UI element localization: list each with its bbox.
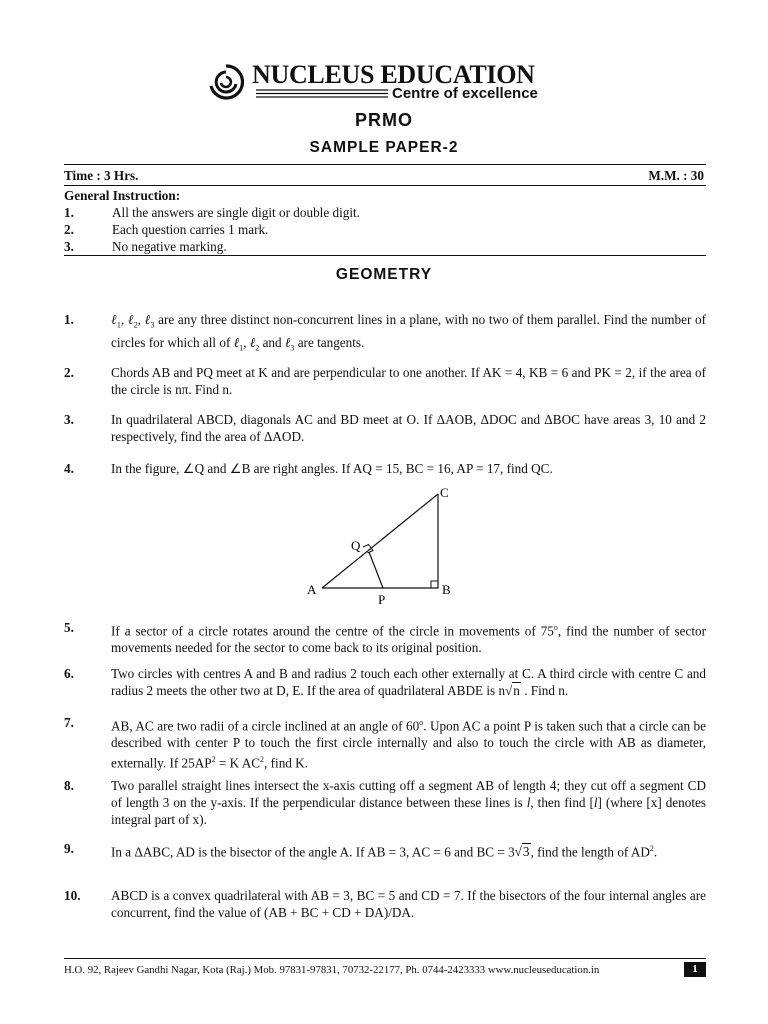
- instruction-item: 1. All the answers are single digit or double digit.: [64, 205, 360, 220]
- question-text: In a ΔABC, AD is the bisector of the angle A. If AB = 3, AC = 6 and BC = 3√3, find the length of $AD^2$.: [111, 844, 658, 860]
- paper-title: SAMPLE PAPER-2: [309, 139, 459, 156]
- triangle-figure: [300, 484, 470, 608]
- question-text: Two parallel straight lines intersect the x-axis cutting off a segment AB of length 4; they cut off a segment CD of length 3 on the y-axis. If the perpendicular distance between these lines is l, then find [l] (where [x] denotes integral part of x).: [111, 778, 706, 827]
- question-text: ABCD is a convex quadrilateral with AB = 3, BC = 5 and CD = 7. If the bisectors of the four internal angles are concurrent, find the value of (AB + BC + CD + DA)/DA.: [111, 888, 706, 920]
- right-angle-b: [431, 581, 438, 588]
- page-number: 1: [684, 962, 706, 977]
- instruction-item: 3. No negative marking.: [64, 239, 227, 254]
- question-text: ℓ$_1$, ℓ$_2$, ℓ$_3$ are any three distinct non-concurrent lines in a plane, with no two of them parallel. Find the number of circles for which all of ℓ$_1$, ℓ$_2$ and ℓ$_3$ are tangents.: [111, 312, 707, 353]
- time-label: Time : 3 Hrs.: [64, 168, 139, 183]
- exam-title: PRMO: [355, 110, 413, 130]
- question-text: Chords AB and PQ meet at K and are perpendicular to one another. If AK = 4, KB = 6 and PK = 2, if the area of the circle is nπ. Find n.: [111, 365, 706, 397]
- question-text: In the figure, ∠Q and ∠B are right angles. If AQ = 15, BC = 16, AP = 17, find QC.: [111, 461, 553, 476]
- max-marks-label: M.M. : 30: [648, 168, 704, 183]
- instruction-item: 2. Each question carries 1 mark.: [64, 222, 269, 237]
- instructions-title: General Instruction:: [64, 188, 181, 203]
- question-text: AB, AC are two radii of a circle inclined at an angle of 60$^o$. Upon AC a point P is taken such that a circle can be described with center P to touch the first circle internally and also to touch the circle with AB as diameter, externally. If $25AP^2 = K$ $AC^2$, find K.: [111, 718, 707, 771]
- label-c: C: [440, 485, 449, 500]
- swirl-logo-icon: [206, 62, 246, 102]
- question-text: In quadrilateral ABCD, diagonals AC and BD meet at O. If ΔAOB, ΔDOC and ΔBOC have areas 3, 10 and 2 respectively, find the area of ΔAOD.: [111, 412, 706, 444]
- divider: [64, 185, 706, 186]
- segment-pq: [369, 552, 383, 588]
- header-logo: [0, 60, 768, 104]
- question-text: Two circles with centres A and B and radius 2 touch each other externally at C. A third circle with centre C and radius 2 meets the other two at D, E. If the area of quadrilateral ABDE is n√n . Find n.: [111, 666, 706, 698]
- brand-underline: [256, 88, 388, 100]
- label-q: Q: [351, 538, 361, 553]
- label-b: B: [442, 582, 451, 597]
- general-instructions: [64, 187, 704, 255]
- right-angle-q: [363, 545, 373, 554]
- label-p: P: [378, 592, 386, 607]
- footer-address: H.O. 92, Rajeev Gandhi Nagar, Kota (Raj.) Mob. 97831-97831, 70732-22177, Ph. 0744-2423333 www.nucleuseducation.in: [64, 964, 600, 976]
- footer-divider: [64, 958, 706, 959]
- label-a: A: [307, 582, 317, 597]
- brand-tagline: Centre of excellence: [392, 85, 538, 102]
- divider: [64, 255, 706, 256]
- section-title: GEOMETRY: [335, 266, 433, 283]
- side-ac: [322, 494, 438, 588]
- divider: [64, 164, 706, 165]
- question-text: If a sector of a circle rotates around the centre of the circle in movements of 75$^o$, find the number of sector movements needed for the sector to come back to its original position.: [111, 623, 706, 656]
- brand-name: NUCLEUS EDUCATION: [252, 60, 535, 89]
